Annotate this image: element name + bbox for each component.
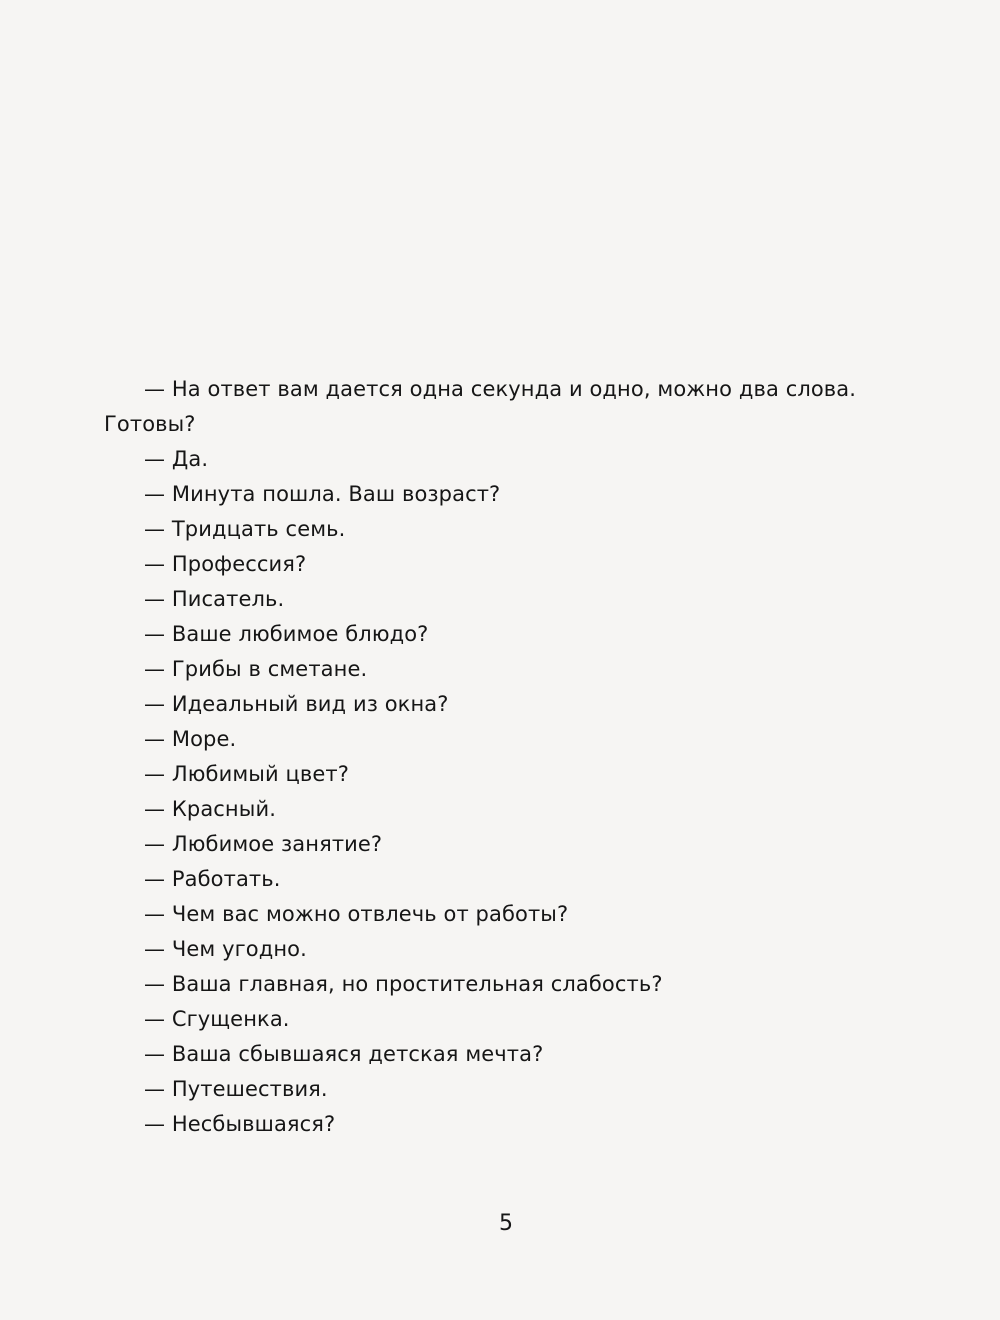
dialogue-line: — Любимое занятие? <box>144 832 383 856</box>
dialogue-line: — Грибы в сметане. <box>144 657 368 681</box>
dialogue-line: — Сгущенка. <box>144 1007 290 1031</box>
dialogue-line: — Тридцать семь. <box>144 517 346 541</box>
interview-text <box>104 372 904 1142</box>
dialogue-line: — Любимый цвет? <box>144 762 349 786</box>
dialogue-line: — Путешествия. <box>144 1077 328 1101</box>
dialogue-line: — Несбывшаяся? <box>144 1112 336 1136</box>
dialogue-line: — Идеальный вид из окна? <box>144 692 449 716</box>
page-number: 5 <box>499 1211 513 1236</box>
dialogue-line: — Море. <box>144 727 237 751</box>
dialogue-line: — Да. <box>144 447 209 471</box>
dialogue-line: — Профессия? <box>144 552 307 576</box>
dialogue-line: — Красный. <box>144 797 276 821</box>
dialogue-line: — Работать. <box>144 867 281 891</box>
dialogue-line: — Ваша главная, но простительная слабость? <box>144 972 663 996</box>
dialogue-line: — Ваша сбывшаяся детская мечта? <box>144 1042 544 1066</box>
intro-question-continuation: Готовы? <box>104 412 196 436</box>
dialogue-list <box>104 442 904 1142</box>
dialogue-line: — Чем вас можно отвлечь от работы? <box>144 902 569 926</box>
intro-question-line: — На ответ вам дается одна секунда и одно, можно два слова. <box>144 377 857 401</box>
dialogue-line: — Ваше любимое блюдо? <box>144 622 429 646</box>
dialogue-line: — Писатель. <box>144 587 285 611</box>
dialogue-line: — Минута пошла. Ваш возраст? <box>144 482 501 506</box>
dialogue-line: — Чем угодно. <box>144 937 307 961</box>
